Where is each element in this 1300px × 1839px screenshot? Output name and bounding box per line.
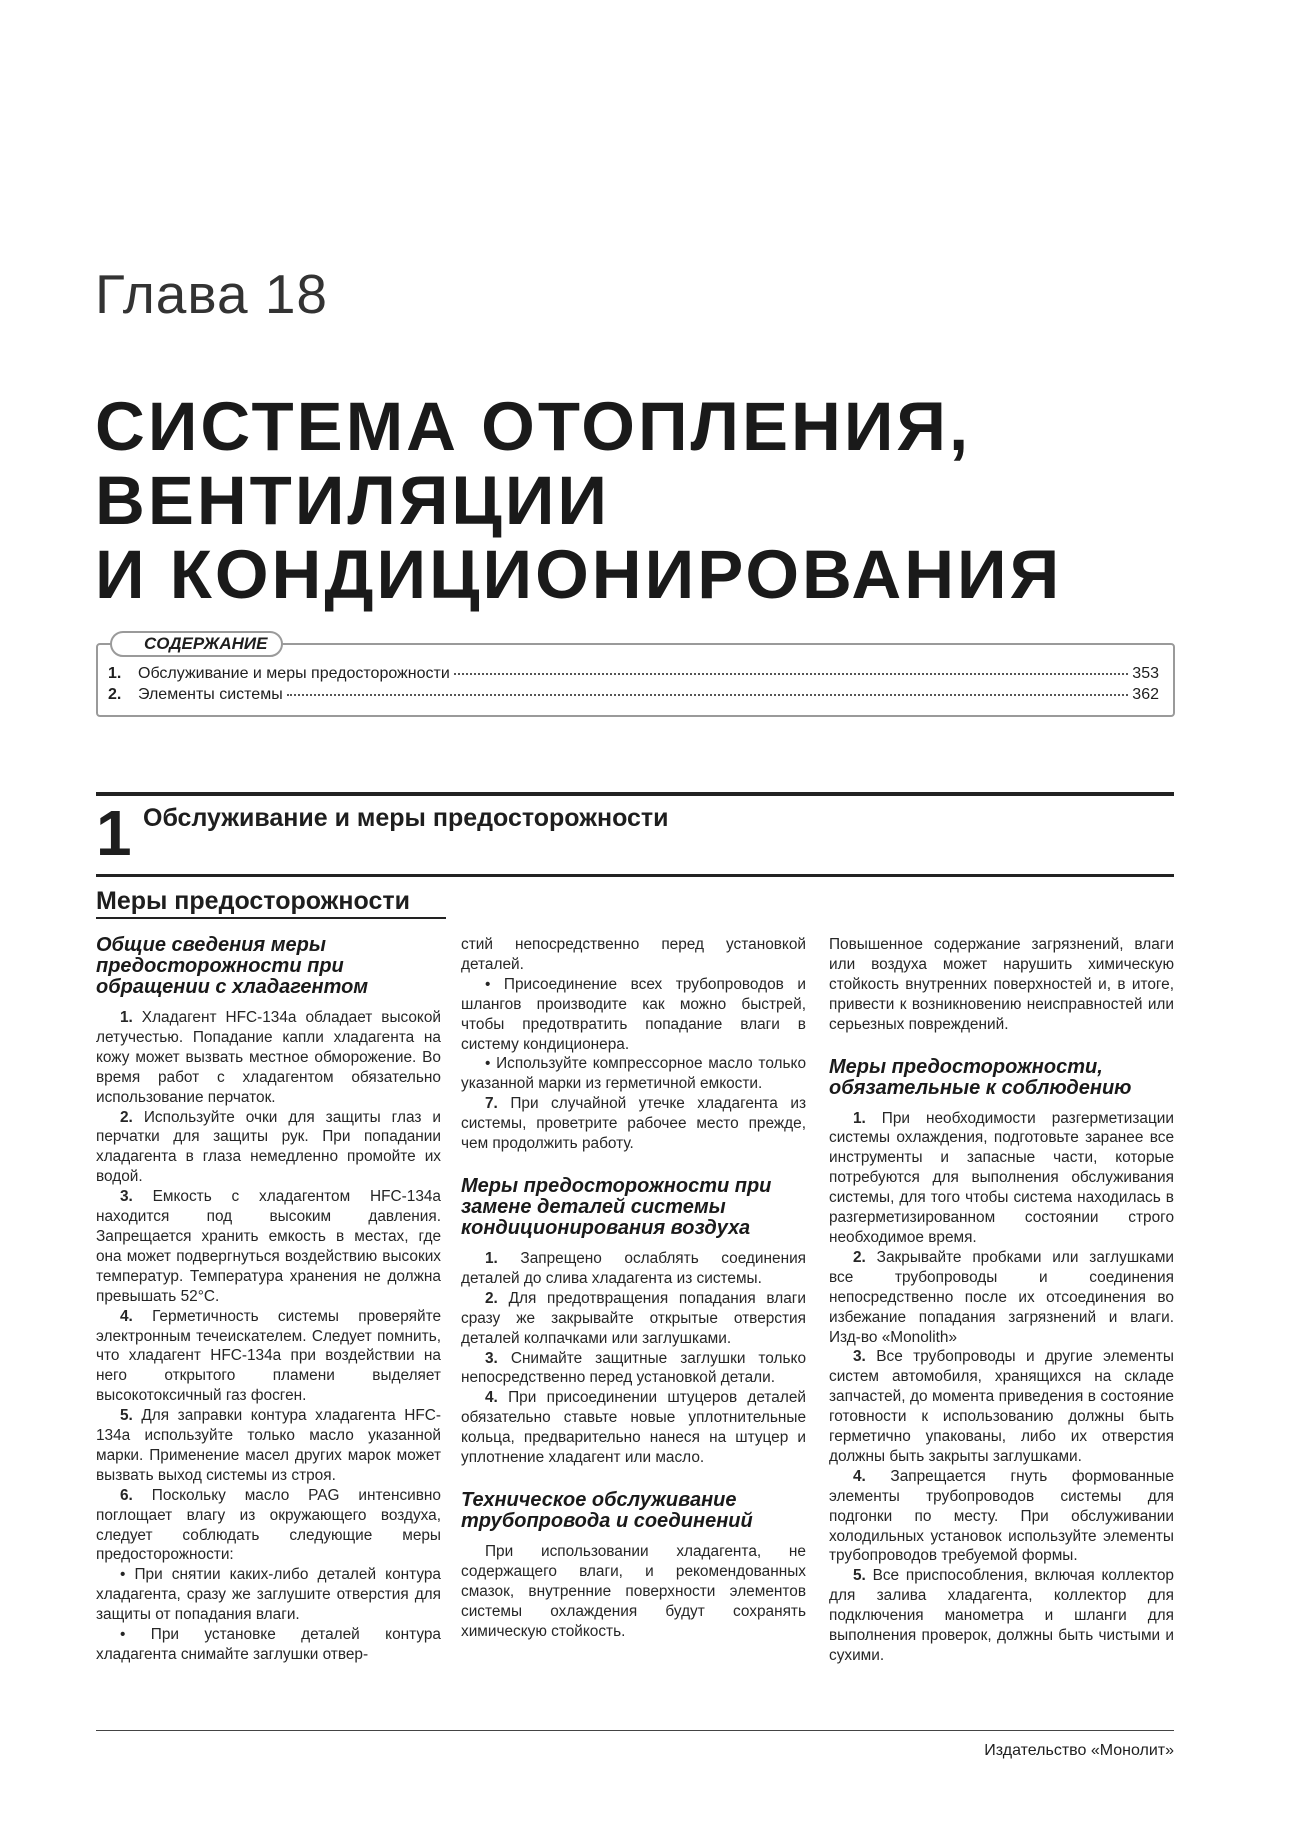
- paragraph: 1. При необходимости разгерметизации системы охлаждения, подготовьте заранее все инструменты и запасные части, которые потребуются для выполнения обслуживания системы, для того чтобы система находилась в разгерметизированном состоянии строго необходимое время.: [829, 1109, 1174, 1246]
- toc-item-page: 353: [1132, 665, 1159, 682]
- publisher-footer: Издательство «Монолит»: [984, 1742, 1174, 1759]
- paragraph: 5. Все приспособления, включая коллектор для залива хладагента, коллектор для подключения манометра и шланги для выполнения проверок, должны быть чистыми и сухими.: [829, 1567, 1174, 1664]
- paragraph: 4. Запрещается гнуть формованные элементы трубопроводов системы для подгонки по месту. При обслуживании холодильных установок используйте элементы трубопроводов требуемой формы.: [829, 1467, 1174, 1565]
- bullet-item: • При установке деталей контура хладагента снимайте заглушки отвер-: [96, 1626, 441, 1663]
- subsection-rule: [96, 917, 446, 919]
- title-line: СИСТЕМА ОТОПЛЕНИЯ,: [95, 388, 972, 465]
- paragraph: 6. Поскольку масло PAG интенсивно поглощает влагу из окружающего воздуха, следует соблюдать следующие меры предосторожности:: [96, 1486, 441, 1564]
- toc-item-number: 1.: [108, 665, 122, 682]
- column-heading: Техническое обслуживание трубопровода и соединений: [461, 1488, 753, 1532]
- title-line: ВЕНТИЛЯЦИИ: [95, 462, 611, 539]
- toc-leader: [287, 694, 1129, 696]
- bullet-item: • При снятии каких-либо деталей контура хладагента, сразу же заглушите отверстия для защиты от попадания влаги.: [96, 1566, 441, 1624]
- subsection-title: Меры предосторожности: [96, 887, 410, 915]
- text-column-2: [461, 935, 806, 1641]
- footer-rule: [96, 1730, 1174, 1731]
- section-title: Обслуживание и меры предосторожности: [143, 804, 669, 832]
- column-heading: Меры предосторожности при замене деталей системы кондиционирования воздуха: [461, 1174, 772, 1239]
- column-heading: Меры предосторожности, обязательные к соблюдению: [829, 1055, 1132, 1099]
- paragraph: 2. Используйте очки для защиты глаз и перчатки для защиты рук. При попадании хладагента в глаза немедленно промойте их водой.: [96, 1108, 441, 1186]
- text-column-3: [829, 935, 1174, 1666]
- toc-item[interactable]: [108, 665, 1159, 685]
- paragraph: Повышенное содержание загрязнений, влаги или воздуха может нарушить химическую стойкость внутренних поверхностей и, в итоге, привести к возникновению неисправностей или серьезных повреждений.: [829, 936, 1174, 1033]
- toc-item-page: 362: [1132, 686, 1159, 703]
- toc-item-number: 2.: [108, 686, 122, 703]
- paragraph: 3. Снимайте защитные заглушки только непосредственно перед установкой детали.: [461, 1349, 806, 1387]
- paragraph: стий непосредственно перед установкой деталей.: [461, 936, 806, 973]
- paragraph: 3. Все трубопроводы и другие элементы систем автомобиля, хранящихся на складе запчастей, до момента приведения в состояние готовности к использованию должны быть герметично упакованы, либо их отверстия должны быть закрыты заглушками.: [829, 1348, 1174, 1465]
- section-rule-bottom: [96, 874, 1174, 877]
- section-rule-top: [96, 792, 1174, 796]
- paragraph: При использовании хладагента, не содержащего влаги, и рекомендованных смазок, внутренние поверхности элементов системы охлаждения будут сохранять химическую стойкость.: [461, 1542, 806, 1640]
- contents-box: [96, 634, 1175, 717]
- chapter-title: [95, 390, 1195, 612]
- paragraph: 5. Для заправки контура хладагента HFC-134a используйте только масло указанной марки. Применение масел других марок может вызвать выход системы из строя.: [96, 1407, 441, 1484]
- paragraph: 4. Герметичность системы проверяйте электронным течеискателем. Следует помнить, что хладагент HFC-134a при воздействии на него открытого пламени выделяет высокотоксичный газ фосген.: [96, 1307, 441, 1405]
- paragraph: 1. Запрещено ослаблять соединения деталей до слива хладагента из системы.: [461, 1249, 806, 1287]
- toc-item-text: Обслуживание и меры предосторожности: [138, 665, 450, 682]
- paragraph: 4. При присоединении штуцеров деталей обязательно ставьте новые уплотнительные кольца, предварительно нанеся на штуцер и уплотнение хладагент или масло.: [461, 1389, 806, 1467]
- section-number: 1: [96, 797, 132, 869]
- toc-item-text: Элементы системы: [138, 686, 283, 703]
- toc-leader: [454, 673, 1129, 675]
- paragraph: 7. При случайной утечке хладагента из системы, проветрите рабочее место прежде, чем продолжить работу.: [461, 1095, 806, 1153]
- paragraph: 2. Для предотвращения попадания влаги сразу же закрывайте открытые отверстия деталей колпачками или заглушками.: [461, 1289, 806, 1347]
- paragraph: 2. Закрывайте пробками или заглушками все трубопроводы и соединения непосредственно после их отсоединения во избежание попадания загрязнений и влаги. Изд-во «Monolith»: [829, 1248, 1174, 1346]
- text-column-1: [96, 935, 441, 1665]
- chapter-number: Глава 18: [95, 263, 329, 325]
- paragraph: 1. Хладагент HFC-134a обладает высокой летучестью. Попадание капли хладагента на кожу может вызвать местное обморожение. Во время работ с хладагентом обязательно использование перчаток.: [96, 1009, 441, 1106]
- column-heading: Общие сведения меры предосторожности при обращении с хладагентом: [96, 934, 369, 998]
- bullet-item: • Используйте компрессорное масло только указанной марки из герметичной емкости.: [461, 1055, 806, 1093]
- toc-item[interactable]: [108, 686, 1159, 706]
- bullet-item: • Присоединение всех трубопроводов и шлангов производите как можно быстрей, чтобы предотвратить попадание влаги в систему кондиционера.: [461, 975, 806, 1053]
- paragraph: 3. Емкость с хладагентом HFC-134a находится под высоким давления. Запрещается хранить емкость в местах, где она может подвергнуться воздействию высоких температур. Температура хранения не должна превышать 52°С.: [96, 1188, 441, 1305]
- contents-label: СОДЕРЖАНИЕ: [110, 631, 283, 657]
- title-line: И КОНДИЦИОНИРОВАНИЯ: [95, 536, 1063, 613]
